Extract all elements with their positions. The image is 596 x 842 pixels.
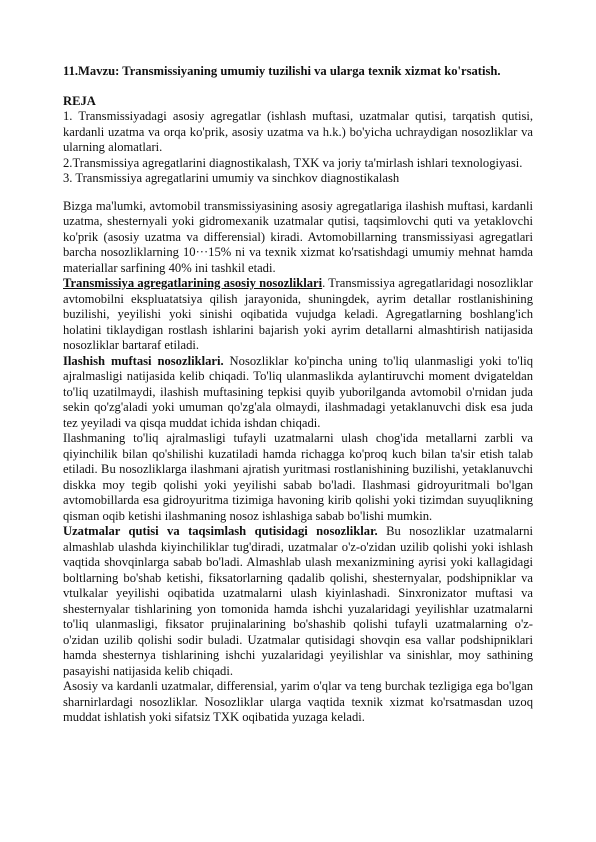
- plan-item: 1. Transmissiyadagi asosiy agregatlar (ishlash muftasi, uzatmalar qutisi, tarqatish qutisi, kardanli uzatma va orqa ko'prik, asosiy uzatma va h.k.) bo'yicha uchraydigan nosozliklar va ularning alomatlari.: [63, 109, 533, 154]
- plan-list: [63, 109, 533, 187]
- section-main-faults: [63, 276, 533, 354]
- plan-heading: REJA: [63, 93, 96, 108]
- plan-item: 3. Transmissiya agregatlarini umumiy va sinchkov diagnostikalash: [63, 171, 400, 185]
- plan-item: 2.Transmissiya agregatlarini diagnostikalash, TXK va joriy ta'mirlash ishlari texnologiyasi.: [63, 155, 523, 170]
- intro-paragraph: Bizga ma'lumki, avtomobil transmissiyasining asosiy agregatlariga ilashish muftasi, kardanli uzatma, shesternyali yoki gidromexanik uzatmalar qutisi, taqsimlovchi quti va yetaklovchi ko'prik (asosiy uzatma va differensial) kiradi. Avtomobillarning transmissiyasi agregatlari barcha nosozliklarning 10···15% ni va texnik xizmat ko'rsatishdagi umumiy mehnat hamda materiallar sarfining 40% ini tashkil etadi.: [63, 198, 533, 275]
- section-heading: Ilashish muftasi nosozliklari.: [63, 353, 224, 368]
- document-title: 11.Mavzu: Transmissiyaning umumiy tuzilishi va ularga texnik xizmat ko'rsatish.: [63, 64, 501, 78]
- section-gearbox-faults: [63, 524, 533, 679]
- section-clutch-faults: [63, 354, 533, 432]
- document-page: [63, 64, 533, 726]
- section-heading: Transmissiya agregatlarining asosiy nosozliklari: [63, 276, 323, 290]
- section-text: Nosozliklar ko'pincha uning to'liq ulanmasligi yoki to'liq ajralmasligi natijasida kelib chiqadi. To'liq ulanmaslikda aylantiruvchi moment dvigateldan to'liq uzatilmaydi, ilashish muftasining tepkisi quyib yuborilganda avtomobil o'rnidan juda sekin qo'zg'aladi yoki umuman qo'zg'ala olmaydi, ilashmadagi yetaklanuvchi disk esa juda tez yeyiladi va qisqa muddat ichida ishdan chiqadi.: [63, 353, 533, 430]
- section-text: Bu nosozliklar uzatmalarni almashlab ulashda kiyinchiliklar tug'diradi, uzatmalar o'z-o'zidan uzilib qolishi yoki ishlash vaqtida shovqinlarga sabab bo'ladi. Almashlab ulash mexanizmining ayrisi yoki kallagidagi boltlarning bo'shab ketishi, fiksatorlarning qadalib qolishi, shesternyalar, podshipniklar va vtulkalar yeyilishi oqibatida uzatmalarni ulash kiyinlashadi. Sinxronizator muftasi va shesternyalar tishlarining yon tomonida hamda ishchi yuzalaridagi yeyilishlar uzatmalarni to'liq ulanmasligi, fiksator prujinalarining bo'shashib qolishi tufayli uzatmalarning o'z-o'zidan uzilib qolishi sodir buladi. Uzatmalar qutisidagi shovqin esa vallar podshipniklari hamda shesternya tishlarining ishchi yuzalaridagi yeyilishlar va sinishlar, moy sathining pasayishi natijasida kelib chiqadi.: [63, 524, 533, 678]
- final-drive-paragraph: Asosiy va kardanli uzatmalar, differensial, yarim o'qlar va teng burchak tezligiga ega bo'lgan sharnirlardagi nosozliklar. Nosozliklar ularga vaqtida texnik xizmat ko'rsatmasdan uzoq muddat ishlatish yoki sifatsiz TXK oqibatida yuzaga keladi.: [63, 679, 533, 724]
- section-text: . Transmissiya agregatlaridagi nosozliklar avtomobilni ekspluatatsiya qilish jarayonida, shuningdek, ayrim detallar rostlanishining buzilishi, yeyilishi yoki sinishi oqibatida vujudga keladi. Agregatlarning boshlang'ich holatini tiklaydigan rostlash ishlarini bajarish yoki ayrim detallarni almashtirish natijasida nosozliklar bartaraf etiladi.: [63, 276, 533, 352]
- section-heading: Uzatmalar qutisi va taqsimlash qutisidagi nosozliklar.: [63, 524, 378, 538]
- clutch-disengage-paragraph: Ilashmaning to'liq ajralmasligi tufayli uzatmalarni ulash chog'ida metallarni zarbli va qiyinchilik bilan qo'shilishi kuzatiladi hamda richagga ko'proq kuch bilan ta'sir etish talab etiladi. Bu nosozliklarga ilashmani ajratish yuritmasi rostlanishining buzilishi, yetaklanuvchi diskka moy tegib qolishi yoki yeyilishi sabab bo'ladi. Ilashmasi gidroyuritmali bo'lgan avtomobillarda esa gidroyuritma tizimiga havoning kirib qolishi yoki tizimdan suyuqlikning qisman oqib ketishi ilashmaning nosoz ishlashiga sabab bo'lishi mumkin.: [63, 431, 533, 523]
